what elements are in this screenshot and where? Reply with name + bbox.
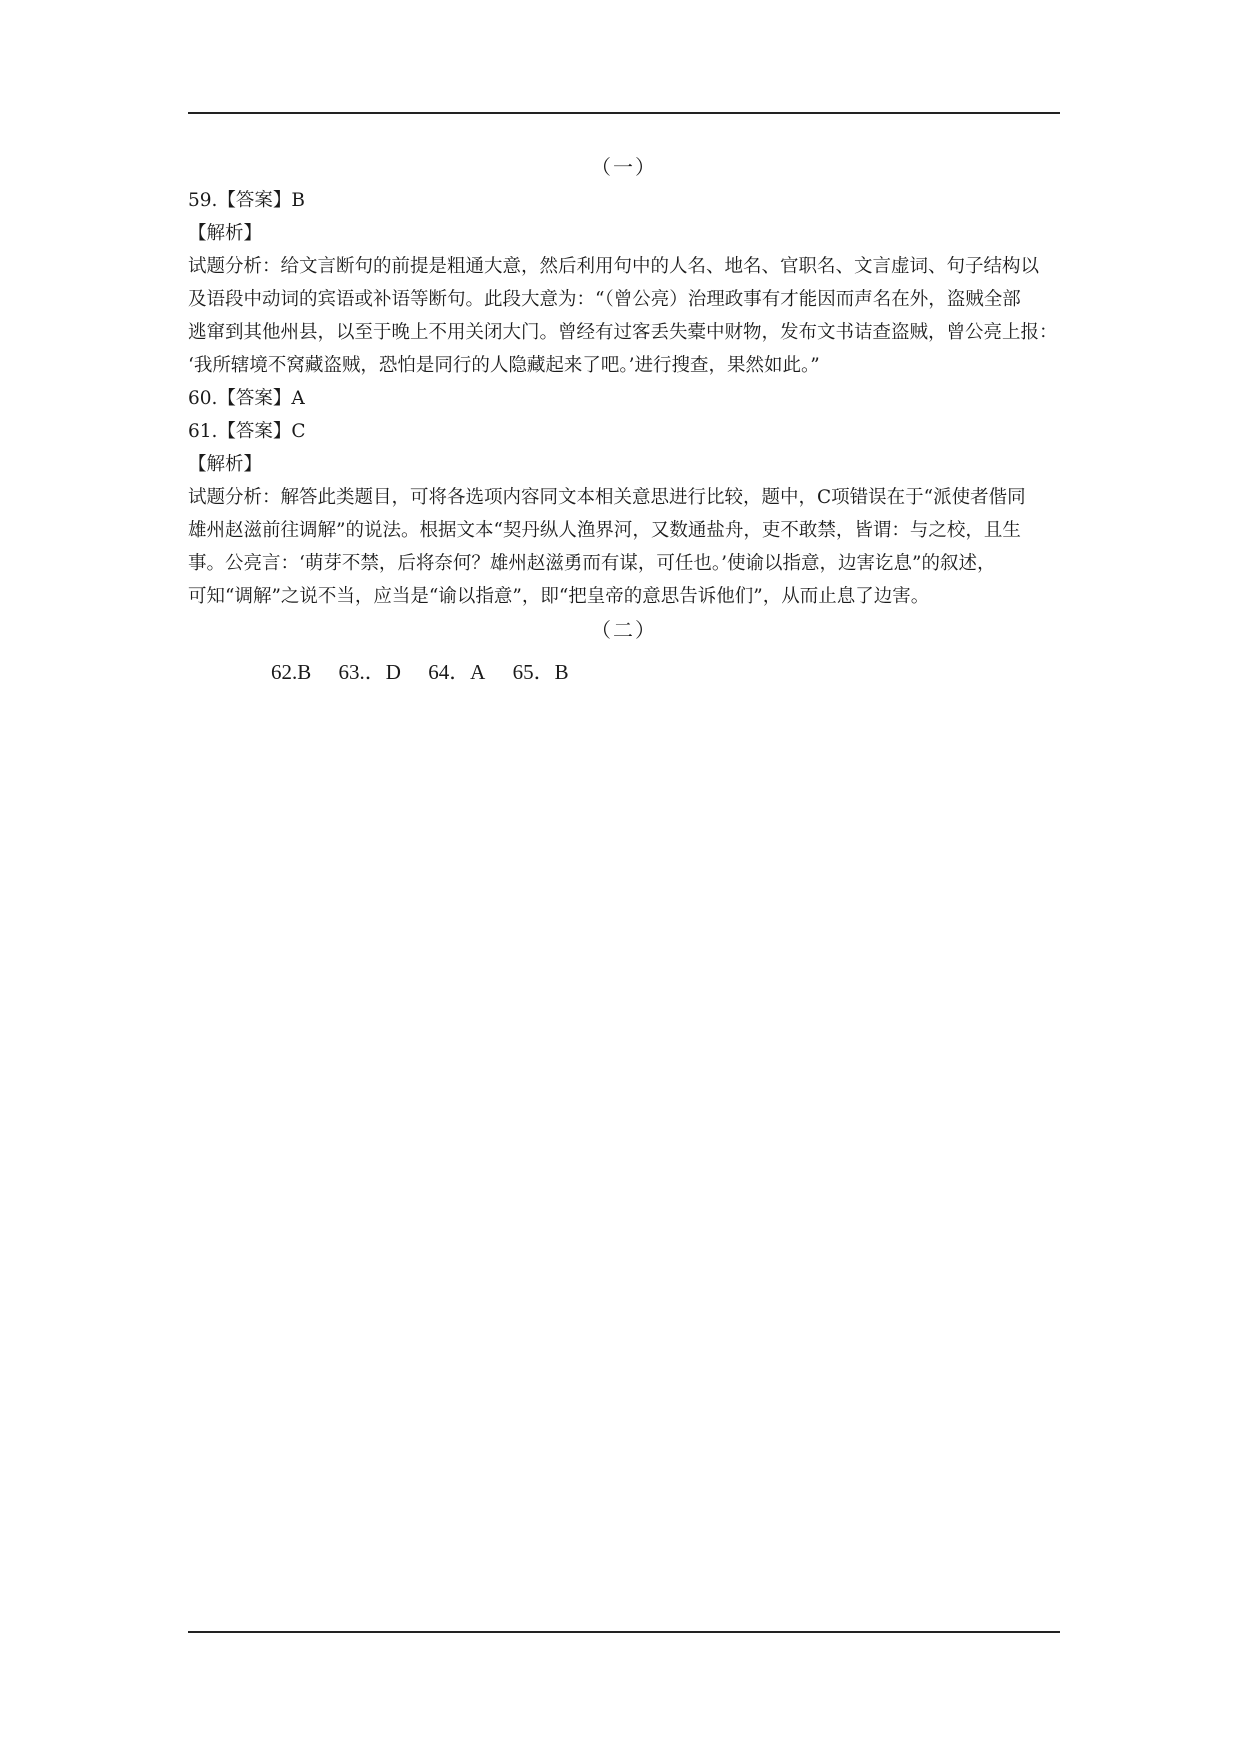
q59-analysis-line: 试题分析：给文言断句的前提是粗通大意，然后利用句中的人名、地名、官职名、文言虚词、句子结构以	[188, 256, 1040, 277]
section-heading-two: （二）	[591, 618, 657, 642]
q59-analysis-line: ‘我所辖境不窝藏盗贼，恐怕是同行的人隐藏起来了吧。’进行搜查，果然如此。”	[188, 355, 820, 376]
footer-rule	[188, 1631, 1060, 1633]
q61-analysis-line: 事。公亮言：‘萌芽不禁，后将奈何？雄州赵滋勇而有谋，可任也。’使谕以指意，边害讫息”的叙述，	[188, 553, 996, 574]
document-body	[188, 150, 1060, 689]
answer-63: 63.．D	[338, 660, 401, 684]
q59-analysis-line: 逃窜到其他州县，以至于晚上不用关闭大门。曾经有过客丢失橐中财物，发布文书诘查盗贼，曾公亮上报：	[188, 322, 1058, 343]
answer-62: 62.B	[271, 660, 312, 684]
answers-row	[188, 655, 1060, 689]
q61-analysis-label: 【解析】	[188, 454, 263, 475]
q59-analysis	[188, 250, 1060, 382]
q61-analysis-line: 试题分析：解答此类题目，可将各选项内容同文本相关意思进行比较，题中，C项错误在于“派使者偕同	[188, 487, 1026, 508]
q60-answer: 60.【答案】A	[188, 388, 305, 409]
answer-64: 64．A	[428, 660, 486, 684]
q61-analysis-line: 雄州赵滋前往调解”的说法。根据文本“契丹纵人渔界河，又数通盐舟，吏不敢禁，皆谓：与之校，且生	[188, 520, 1021, 541]
section-heading-one: （一）	[591, 155, 657, 179]
q59-analysis-label: 【解析】	[188, 223, 263, 244]
q59-answer: 59.【答案】B	[188, 190, 306, 211]
answer-65: 65．B	[512, 660, 569, 684]
q61-analysis-line: 可知“调解”之说不当，应当是“谕以指意”，即“把皇帝的意思告诉他们”，从而止息了边害。	[188, 586, 930, 607]
header-rule	[188, 112, 1060, 114]
q61-answer: 61.【答案】C	[188, 421, 306, 442]
q59-analysis-line: 及语段中动词的宾语或补语等断句。此段大意为：“（曾公亮）治理政事有才能因而声名在外，盗贼全部	[188, 289, 1021, 310]
q61-analysis	[188, 481, 1060, 613]
